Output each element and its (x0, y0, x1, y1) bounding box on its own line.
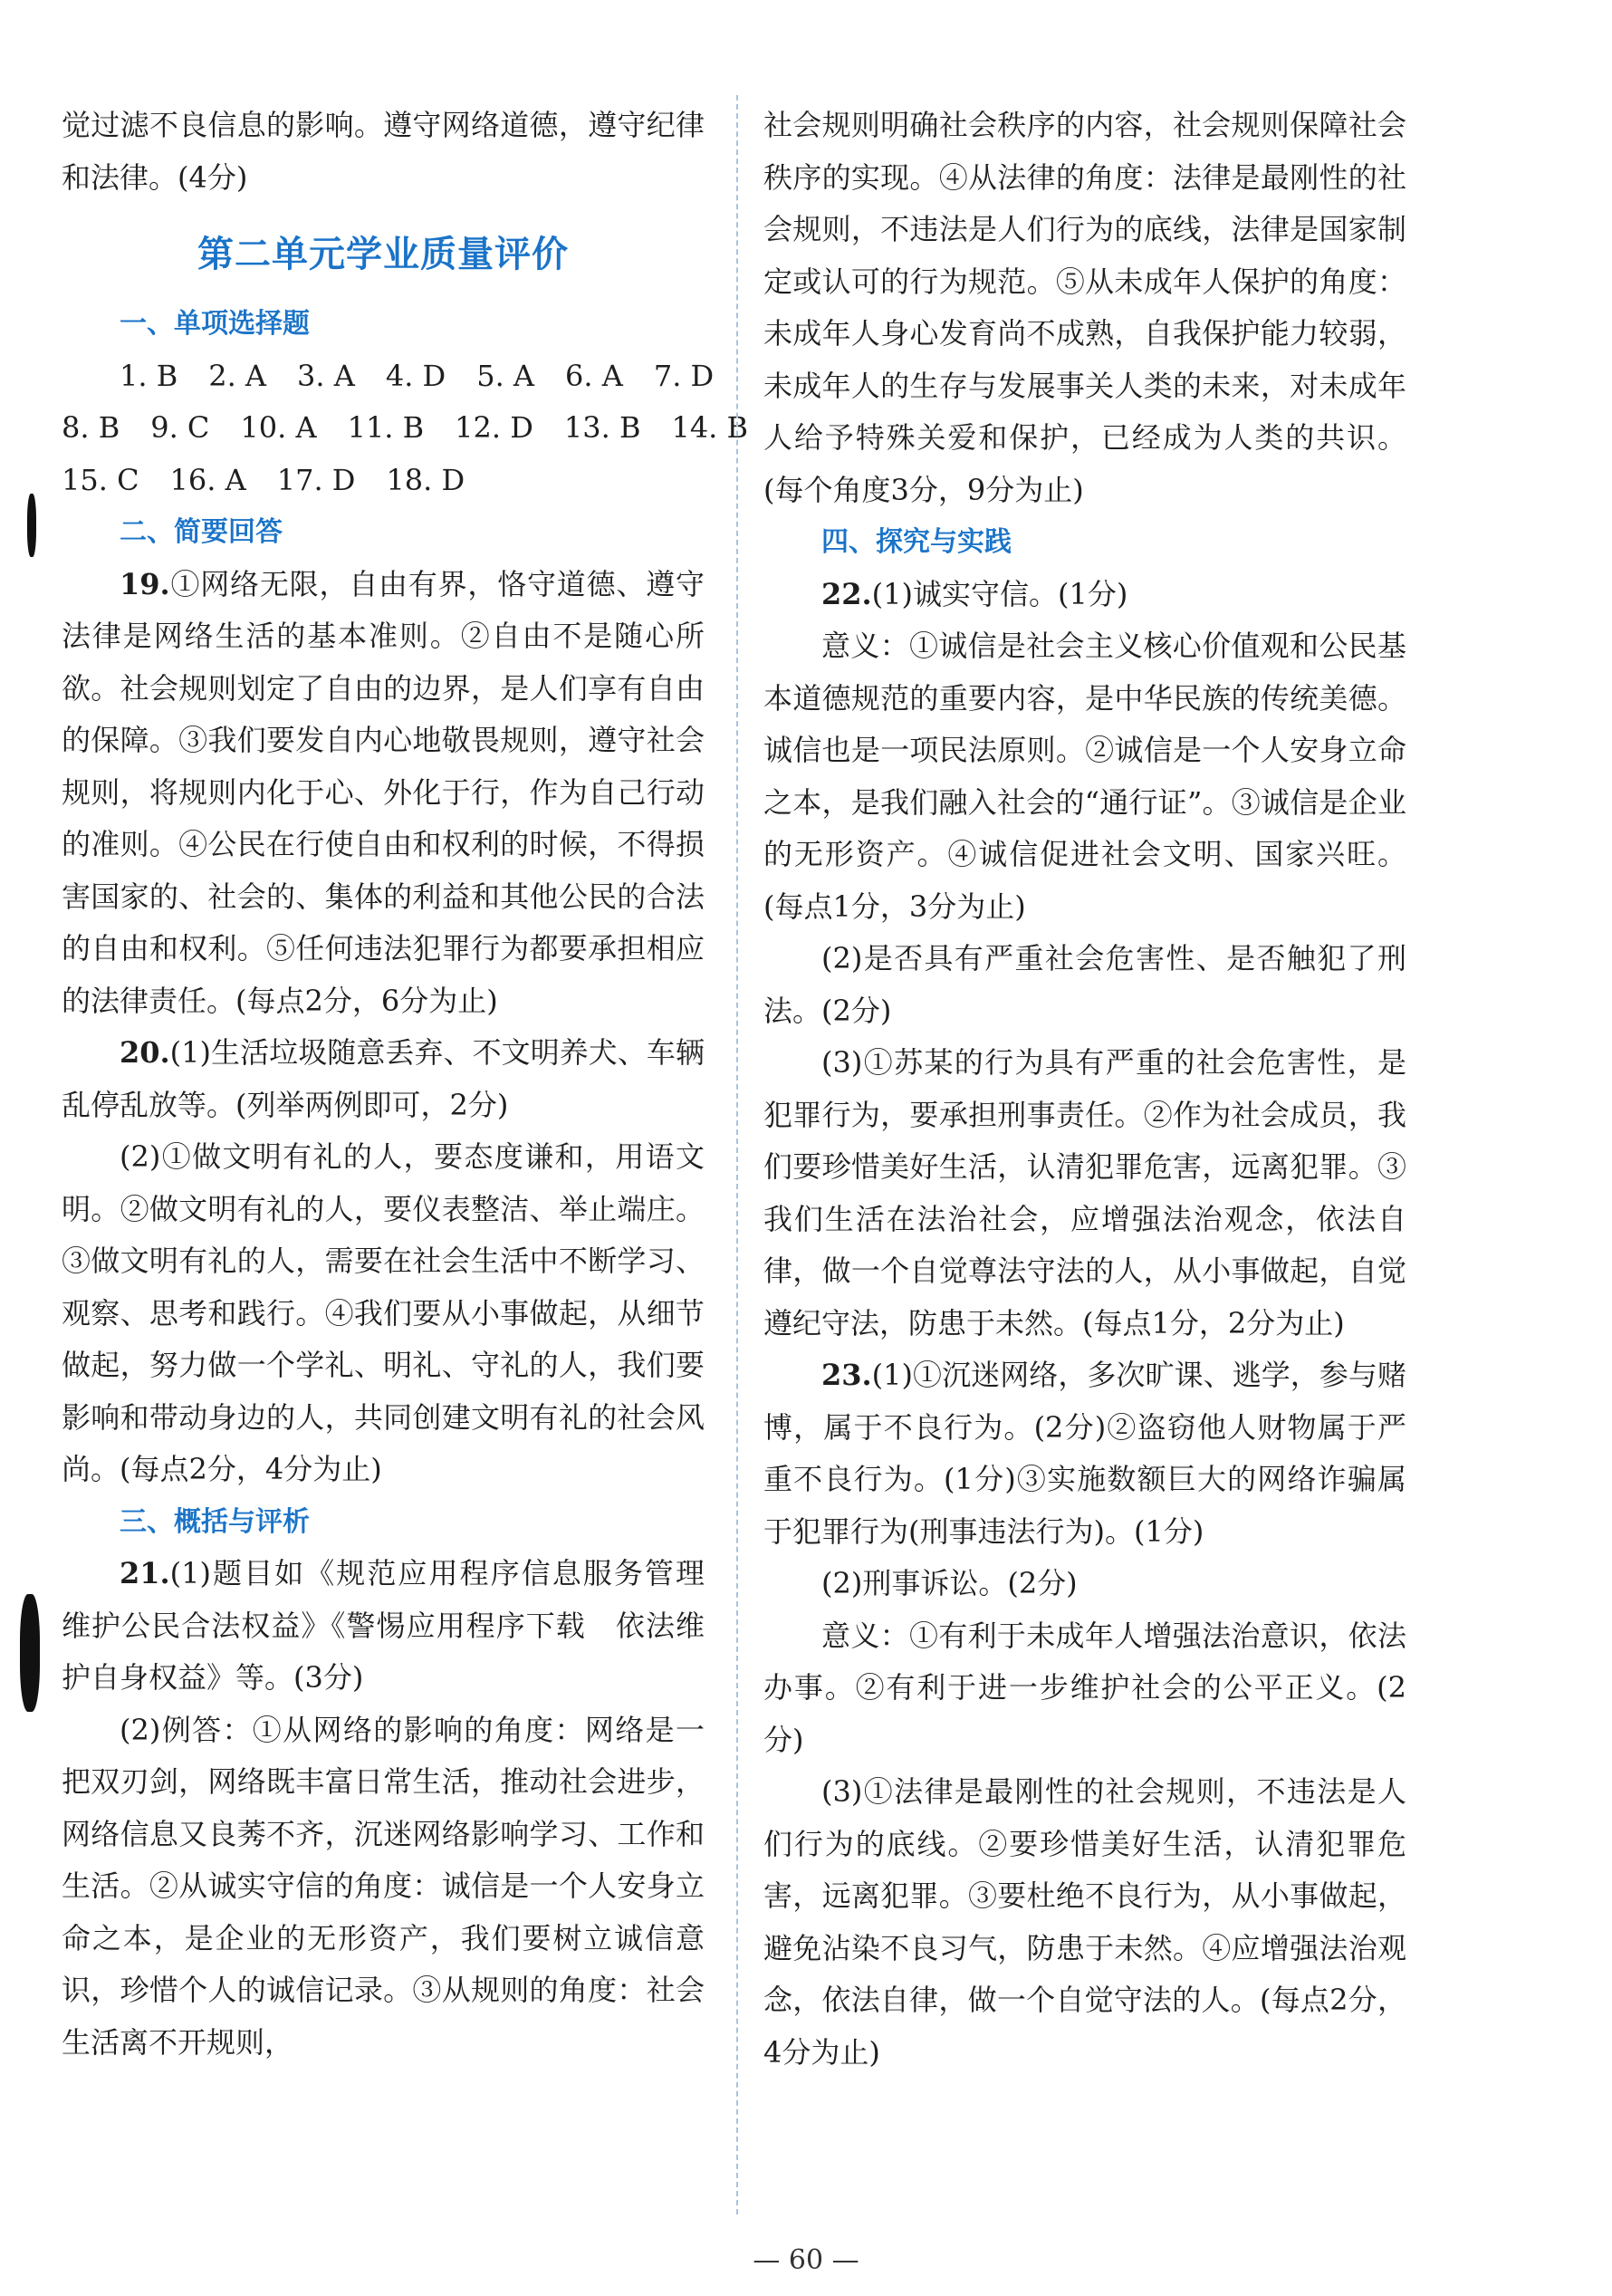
section-heading-multiple-choice: 一、单项选择题 (120, 308, 310, 340)
answer-22-meaning: 意义：①诚信是社会主义核心价值观和公民基本道德规范的重要内容，是中华民族的传统美德。诚信也是一项民法原则。②诚信是一个人安身立命之本，是我们融入社会的“通行证”。③诚信是企业的无形资产。④诚信促进社会文明、国家兴旺。(每点1分，3分为止) (763, 629, 1406, 924)
unit-title: 第二单元学业质量评价 (197, 234, 569, 275)
answer-20-1 (62, 1027, 705, 1131)
answer-text: (1)题目如《规范应用程序信息服务管理 维护公民合法权益》《警惕应用程序下载 依法维护自身权益》等。(3分) (62, 1556, 734, 1695)
mc-answer: 12. D (455, 410, 533, 445)
section-heading-inquiry: 四、探究与实践 (821, 526, 1012, 558)
mc-answer: 18. D (386, 462, 465, 497)
continued-text: 社会规则明确社会秩序的内容，社会规则保障社会秩序的实现。④从法律的角度：法律是最刚性的社会规则，不违法是人们行为的底线，法律是国家制定或认可的行为规范。⑤从未成年人保护的角度：未成年人身心发育尚不成熟，自我保护能力较弱，未成年人的生存与发展事关人类的未来，对未成年人给予特殊关爱和保护，已经成为人类的共识。(每个角度3分，9分为止) (763, 108, 1406, 507)
mc-answer: 10. A (240, 410, 317, 445)
answer-21-2: (2)例答：①从网络的影响的角度：网络是一把双刃剑，网络既丰富日常生活，推动社会进步，网络信息又良莠不齐，沉迷网络影响学习、工作和生活。②从诚实守信的角度：诚信是一个人安身立命之本，是企业的无形资产，我们要树立诚信意识，珍惜个人的诚信记录。③从规则的角度：社会生活离不开规则， (62, 1712, 705, 2060)
answer-19 (62, 559, 705, 1028)
mc-answer: 16. A (169, 462, 246, 497)
mc-answer: 1. B (120, 358, 178, 393)
mc-answer: 7. D (653, 358, 715, 393)
question-number: 19. (120, 566, 170, 601)
mc-answer: 3. A (297, 358, 355, 393)
mc-answer-row (62, 455, 705, 507)
left-column (62, 100, 749, 2069)
mc-answer: 14. B (671, 410, 749, 445)
column-divider (736, 95, 738, 2214)
answer-23-2: (2)刑事诉讼。(2分) (821, 1566, 1078, 1600)
mc-answer: 15. C (62, 462, 139, 497)
mc-answer-row (62, 351, 715, 403)
answer-23-3: (3)①法律是最刚性的社会规则，不违法是人们行为的底线。②要珍惜美好生活，认清犯罪危害，远离犯罪。③要杜绝不良行为，从小事做起，避免沾染不良习气，防患于未然。④应增强法治观念，依法自律，做一个自觉守法的人。(每点2分，4分为止) (763, 1774, 1406, 2070)
page-number: — 60 — (753, 2244, 859, 2276)
section-heading-summary: 三、概括与评析 (120, 1505, 310, 1538)
question-number: 20. (120, 1035, 170, 1070)
answer-text: (1)①沉迷网络，多次旷课、逃学，参与赌博，属于不良行为。(2分)②盗窃他人财物属于严重不良行为。(1分)③实施数额巨大的网络诈骗属于犯罪行为(刑事违法行为)。(1分) (763, 1358, 1406, 1549)
answer-23-meaning: 意义：①有利于未成年人增强法治意识，依法办事。②有利于进一步维护社会的公平正义。(2分) (763, 1618, 1406, 1757)
mc-answer: 13. B (563, 410, 641, 445)
right-column (763, 100, 1406, 2079)
mc-answer: 17. D (276, 462, 356, 497)
answer-20-2: (2)①做文明有礼的人，要态度谦和，用语文明。②做文明有礼的人，要仪表整洁、举止端庄。③做文明有礼的人，需要在社会生活中不断学习、观察、思考和践行。④我们要从小事做起，从细节做起，努力做一个学礼、明礼、守礼的人，我们要影响和带动身边的人，共同创建文明有礼的社会风尚。(每点2分，4分为止) (62, 1139, 705, 1486)
mc-answer: 2. A (208, 358, 267, 393)
mc-answer-row (62, 402, 749, 455)
answer-22-1 (763, 569, 1406, 621)
answer-21-1 (62, 1548, 734, 1705)
answer-text: (1)诚实守信。(1分) (871, 576, 1128, 611)
scan-mark (20, 1594, 40, 1712)
answer-text: ①网络无限，自由有界，恪守道德、遵守法律是网络生活的基本准则。②自由不是随心所欲。社会规则划定了自由的边界，是人们享有自由的保障。③我们要发自内心地敬畏规则，遵守社会规则，将规则内化于心、外化于行，作为自己行动的准则。④公民在行使自由和权利的时候，不得损害国家的、社会的、集体的利益和其他公民的合法的自由和权利。⑤任何违法犯罪行为都要承担相应的法律责任。(每点2分，6分为止) (62, 566, 705, 1018)
question-number: 23. (821, 1358, 872, 1392)
mc-answer: 8. B (62, 410, 120, 445)
answer-23-1 (763, 1350, 1406, 1558)
answer-text: (1)生活垃圾随意丢弃、不文明养犬、车辆乱停乱放等。(列举两例即可，2分) (62, 1035, 705, 1122)
question-number: 21. (120, 1556, 170, 1590)
mc-answer: 11. B (347, 410, 425, 445)
question-number: 22. (821, 576, 872, 611)
answer-22-2: (2)是否具有严重社会危害性、是否触犯了刑法。(2分) (763, 941, 1406, 1028)
section-heading-short-answer: 二、简要回答 (120, 516, 283, 548)
mc-answer: 9. C (150, 410, 210, 445)
continued-text: 觉过滤不良信息的影响。遵守网络道德，遵守纪律和法律。(4分) (62, 108, 705, 195)
mc-answer: 5. A (476, 358, 535, 393)
scan-mark (27, 494, 36, 557)
mc-answer: 6. A (565, 358, 623, 393)
mc-answer: 4. D (385, 358, 446, 393)
answer-22-3: (3)①苏某的行为具有严重的社会危害性，是犯罪行为，要承担刑事责任。②作为社会成员，我们要珍惜美好生活，认清犯罪危害，远离犯罪。③我们生活在法治社会，应增强法治观念，依法自律，做一个自觉尊法守法的人，从小事做起，自觉遵纪守法，防患于未然。(每点1分，2分为止) (763, 1045, 1406, 1340)
